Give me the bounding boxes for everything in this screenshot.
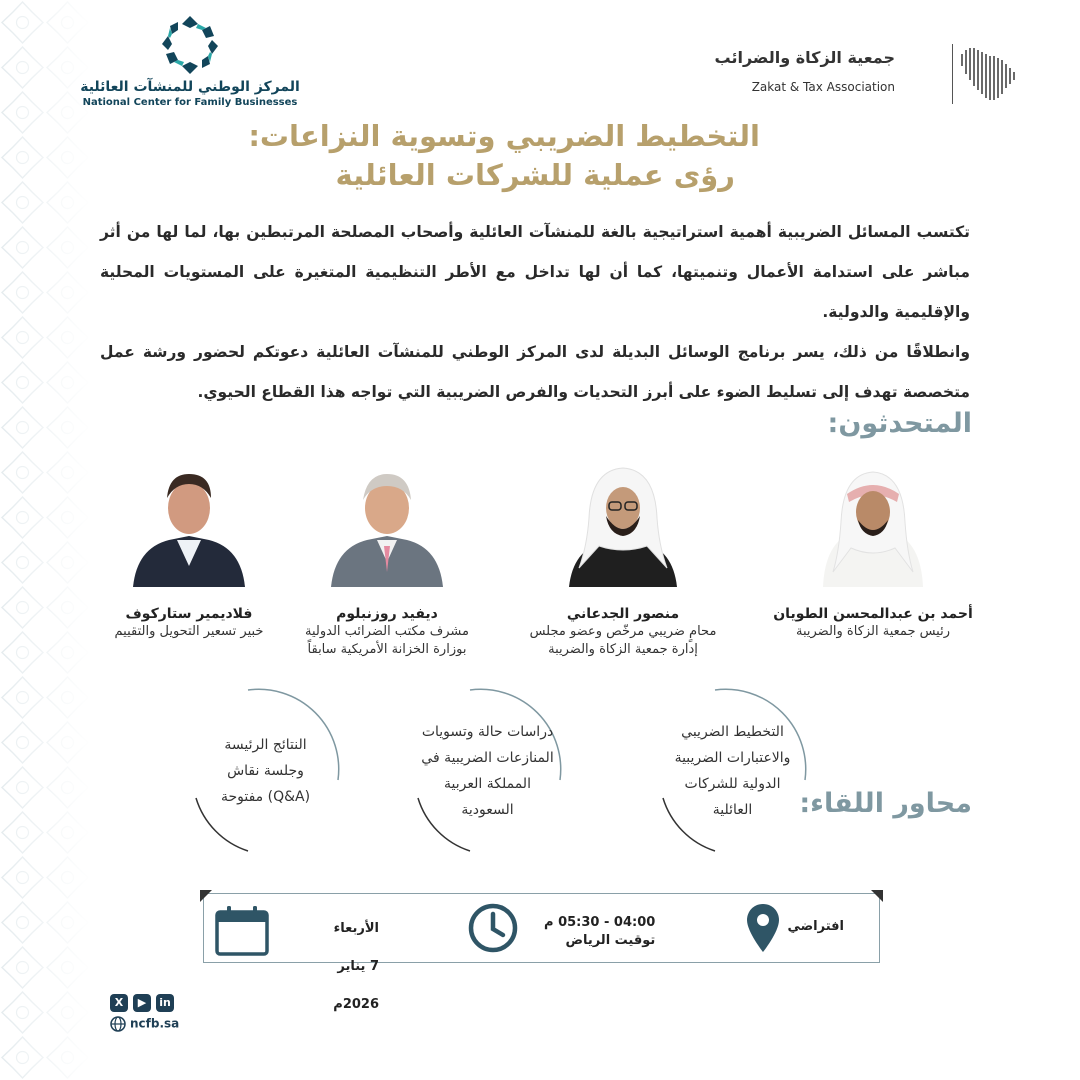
- speaker-card: [518, 462, 728, 659]
- intro-paragraph-2: وانطلاقًا من ذلك، يسر برنامج الوسائل البديلة لدى المركز الوطني للمنشآت العائلية دعوتكم لحضور ورشة عمل متخصصة تهدف إلى تسليط الضوء على أبرز التحديات والفرص الضريبية التي تواجه هذا القطاع الحيوي.: [100, 343, 970, 401]
- speaker-photo: [327, 462, 447, 587]
- axis-text: [655, 688, 810, 853]
- title-line-2: رؤى عملية للشركات العائلية: [335, 158, 735, 192]
- globe-icon: [110, 1016, 126, 1032]
- zta-name-ar: جمعية الزكاة والضرائب: [714, 48, 895, 67]
- speaker-photo: [813, 462, 933, 587]
- corner-mark: [871, 890, 883, 902]
- axis-line: دراسات حالة وتسويات: [421, 723, 554, 740]
- speaker-name: ديفيد روزنبلوم: [336, 606, 438, 622]
- decorative-pattern: [0, 0, 90, 1080]
- axis-item: [655, 688, 810, 853]
- event-timezone: توقيت الرياض: [565, 933, 656, 948]
- event-time: 04:00 - 05:30 م: [544, 915, 656, 930]
- intro-paragraph-1: تكتسب المسائل الضريبية أهمية استراتيجية بالغة للمنشآت العائلية وأصحاب المصلحة المرتبطين بها، لما لها من أثر مباشر على استدامة الأعمال وتنميتها، كما أن لها تداخل مع الأطر التنظيمية المتغيرة على المستويات المحلية والإقليمية والدولية.: [100, 223, 970, 321]
- youtube-icon[interactable]: ▶: [133, 994, 151, 1012]
- event-day: الأربعاء: [333, 921, 379, 936]
- axis-line: المنازعات الضريبية في: [421, 749, 554, 766]
- speaker-photo: [563, 462, 683, 587]
- clock-icon: [467, 902, 519, 954]
- axis-line: (Q&A) مفتوحة: [220, 788, 311, 805]
- axes-heading: محاور اللقاء:: [799, 788, 972, 819]
- speaker-role-2: بوزارة الخزانة الأمريكية سابقاً: [307, 642, 467, 657]
- speaker-role: محامٍ ضريبي مرخّص وعضو مجلس: [529, 624, 717, 639]
- axis-line: وجلسة نقاش: [227, 762, 304, 779]
- axis-line: السعودية: [461, 801, 514, 818]
- calendar-icon: [214, 904, 270, 956]
- saudi-map-icon: [958, 44, 1024, 104]
- axis-text: [410, 688, 565, 853]
- axis-line: العائلية: [712, 801, 753, 818]
- speaker-role: خبير تسعير التحويل والتقييم: [114, 624, 264, 639]
- speaker-role: مشرف مكتب الضرائب الدولية: [305, 624, 469, 639]
- axis-line: والاعتبارات الضريبية: [674, 749, 791, 766]
- speaker-role-2: إدارة جمعية الزكاة والضريبة: [548, 642, 698, 657]
- title-line-1: التخطيط الضريبي وتسوية النزاعات:: [248, 119, 760, 153]
- corner-mark: [200, 890, 212, 902]
- axis-item: [410, 688, 565, 853]
- speaker-card: [84, 462, 294, 641]
- speaker-card: [282, 462, 492, 659]
- website-text: ncfb.sa: [130, 1016, 180, 1031]
- axis-line: التخطيط الضريبي: [681, 723, 784, 740]
- ncfb-logo: [80, 14, 300, 109]
- ncfb-name-ar: المركز الوطني للمنشآت العائلية: [80, 79, 300, 95]
- speaker-photo: [129, 462, 249, 587]
- speaker-role: رئيس جمعية الزكاة والضريبة: [795, 624, 951, 639]
- speaker-name: أحمد بن عبدالمحسن الطويان: [773, 606, 973, 622]
- logo-divider: [952, 44, 953, 104]
- axis-line: الدولية للشركات: [684, 775, 781, 792]
- axis-line: النتائج الرئيسة: [224, 736, 307, 753]
- social-links: [110, 992, 179, 1012]
- website-link[interactable]: [110, 1016, 179, 1032]
- x-icon[interactable]: X: [110, 994, 128, 1012]
- axis-item: [188, 688, 343, 853]
- event-date: 7 يناير 2026م: [333, 959, 379, 1012]
- speaker-name: فلاديمير ستاركوف: [125, 606, 253, 622]
- event-info-bar: [203, 893, 880, 1012]
- axis-text: [188, 688, 343, 853]
- speakers-heading: المتحدثون:: [827, 408, 972, 439]
- axis-line: المملكة العربية: [444, 775, 531, 792]
- event-time-block: [544, 914, 655, 950]
- event-date-block: [289, 910, 379, 1024]
- ncfb-emblem-icon: [158, 14, 222, 76]
- ncfb-name-en: National Center for Family Businesses: [82, 97, 298, 108]
- linkedin-icon[interactable]: in: [156, 994, 174, 1012]
- speaker-name: منصور الجدعاني: [566, 606, 680, 622]
- event-location: افتراضي: [787, 919, 844, 934]
- zta-logo: [714, 40, 1030, 110]
- intro-text: [100, 212, 970, 412]
- location-pin-icon: [745, 902, 781, 954]
- zta-name-en: Zakat & Tax Association: [751, 80, 895, 94]
- speaker-card: [768, 462, 978, 641]
